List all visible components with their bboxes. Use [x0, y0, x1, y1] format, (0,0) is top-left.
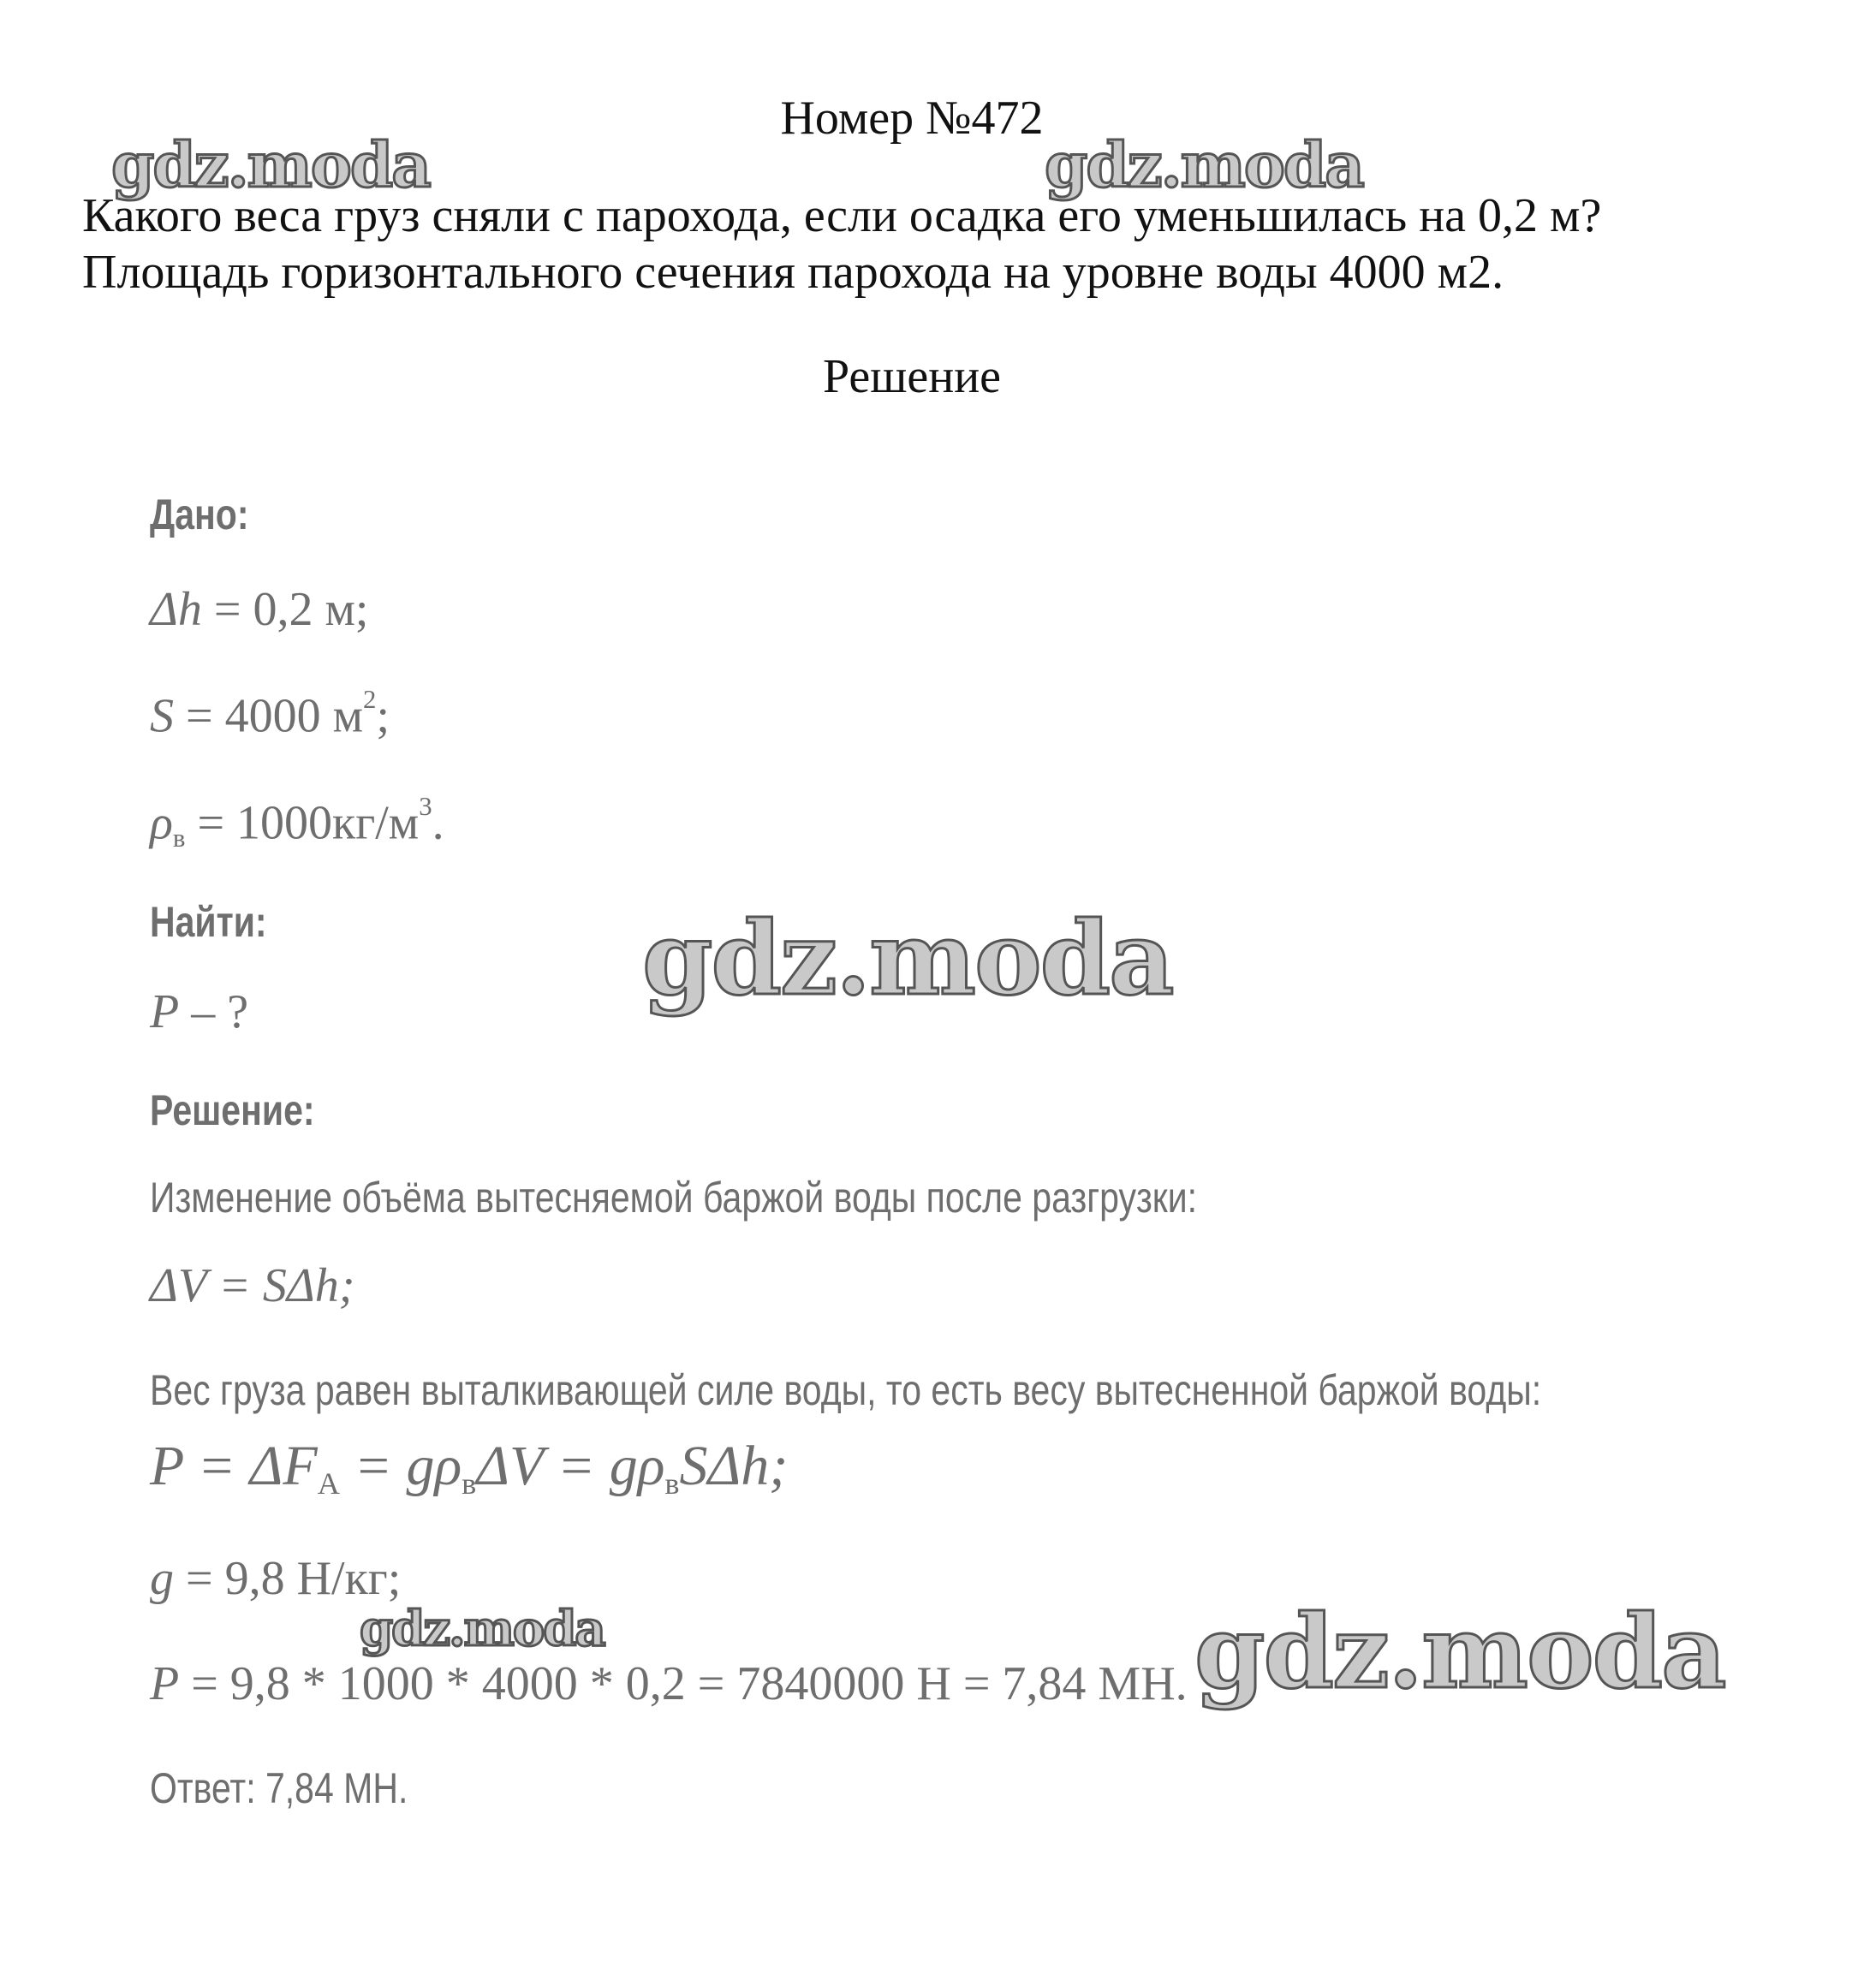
formula-weight-sub-c: в	[664, 1466, 680, 1501]
given-density	[150, 792, 444, 853]
calculation	[150, 1656, 1188, 1711]
watermark: gdz.moda	[1194, 1592, 1725, 1711]
given-area	[150, 685, 390, 744]
given-area-exp: 2	[363, 685, 377, 714]
formula-weight	[150, 1434, 788, 1501]
problem-text-line-2: Площадь горизонтального сечения парохода на уровне воды 4000 м2.	[82, 246, 1504, 299]
given-density-sub: в	[172, 823, 186, 853]
find-weight-rest: – ?	[179, 985, 249, 1038]
given-density-value: = 1000кг/м	[185, 796, 420, 850]
formula-volume	[150, 1258, 354, 1313]
formula-weight-part-a: P = ΔF	[150, 1435, 318, 1497]
calculation-var: P	[150, 1657, 180, 1710]
given-area-value: = 4000 м	[174, 689, 364, 743]
formula-weight-part-b: = gρ	[339, 1435, 462, 1497]
gravity-var: g	[150, 1552, 174, 1605]
find-weight	[150, 984, 248, 1039]
gravity-value: = 9,8 Н/кг;	[174, 1552, 402, 1605]
given-density-end: .	[432, 796, 444, 850]
formula-weight-sub-b: в	[462, 1466, 477, 1501]
formula-weight-part-d: SΔh;	[679, 1435, 789, 1497]
watermark: gdz.moda	[642, 899, 1173, 1018]
gravity-constant	[150, 1551, 401, 1606]
find-label: Найти:	[150, 898, 267, 946]
explanation-weight: Вес груза равен выталкивающей силе воды, то есть весу вытесненной баржой воды:	[150, 1366, 1542, 1414]
formula-volume-text: ΔV = SΔh;	[150, 1259, 355, 1312]
problem-text-line-1: Какого веса груз сняли с парохода, если осадка его уменьшилась на 0,2 м?	[82, 189, 1602, 242]
formula-weight-sub-a: A	[317, 1466, 340, 1501]
given-area-end: ;	[376, 689, 390, 743]
given-delta-h-value: = 0,2 м;	[201, 583, 369, 636]
given-density-var: ρ	[150, 796, 173, 850]
given-label: Дано:	[150, 491, 249, 538]
find-weight-var: P	[150, 985, 180, 1038]
problem-number-heading: Номер №472	[780, 92, 1044, 145]
given-delta-h	[150, 582, 368, 637]
solution-label: Решение:	[150, 1086, 315, 1134]
watermark: gdz.moda	[111, 128, 430, 201]
answer: Ответ: 7,84 МН.	[150, 1764, 408, 1812]
given-delta-h-var: Δh	[150, 583, 202, 636]
given-density-exp: 3	[419, 792, 432, 821]
solution-heading: Решение	[822, 350, 1002, 403]
watermark: gdz.moda	[360, 1601, 604, 1657]
calculation-rest: = 9,8 * 1000 * 4000 * 0,2 = 7840000 Н = 7,84 МН.	[179, 1657, 1188, 1710]
watermark: gdz.moda	[1045, 128, 1363, 201]
explanation-volume: Изменение объёма вытесняемой баржой воды после разгрузки:	[150, 1174, 1198, 1222]
formula-weight-part-c: ΔV = gρ	[476, 1435, 665, 1497]
given-area-var: S	[150, 689, 174, 743]
